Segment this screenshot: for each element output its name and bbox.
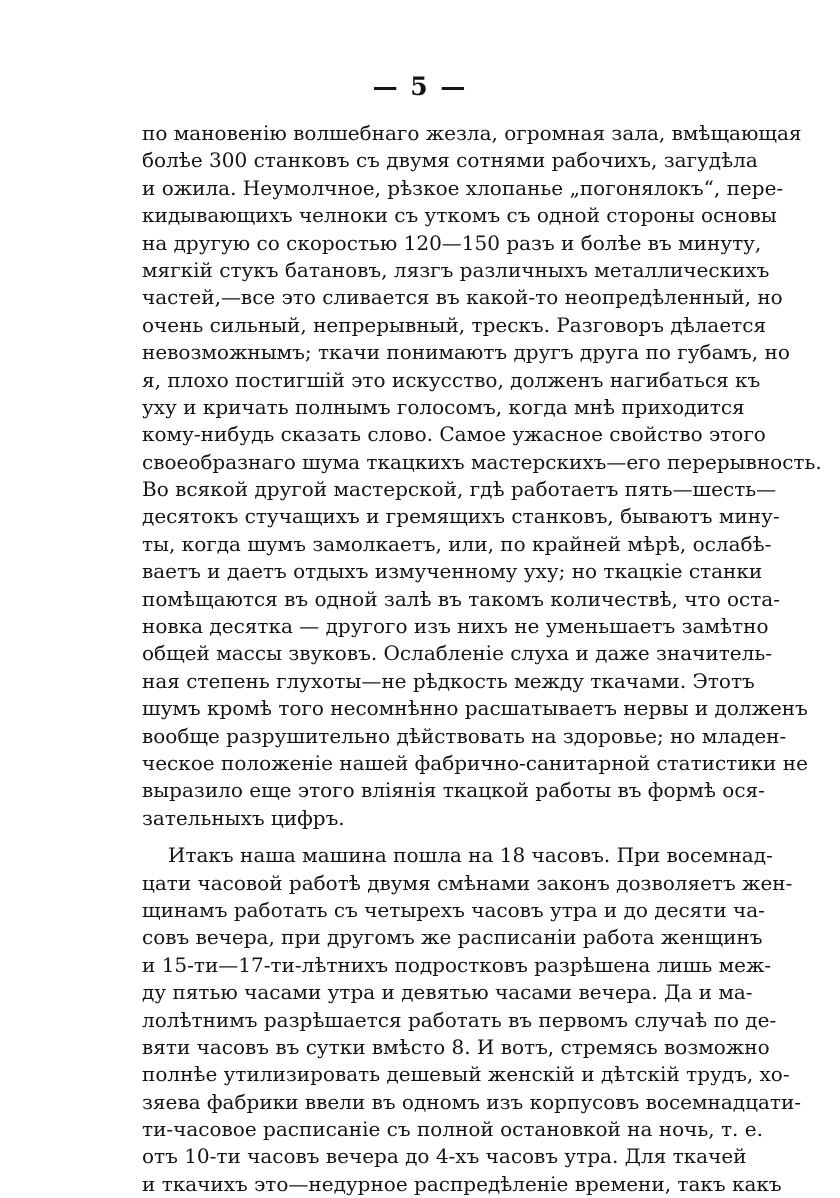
text-line: невозможнымъ; ткачи понимаютъ другъ друга по губамъ, но	[142, 340, 790, 365]
text-line: десятокъ стучащихъ и гремящихъ станковъ, бываютъ мину-	[142, 504, 780, 529]
text-line: совъ вечера, при другомъ же расписаніи работа женщинъ	[142, 925, 763, 950]
paragraph-1	[142, 120, 822, 832]
paragraph-2	[142, 842, 802, 1198]
text-line: ты, когда шумъ замолкаетъ, или, по крайней мѣрѣ, ослабѣ-	[142, 531, 772, 556]
text-line: своеобразнаго шума ткацкихъ мастерскихъ—его перерывность.	[142, 449, 822, 474]
text-line: отъ 10-ти часовъ вечера до 4-хъ часовъ утра. Для ткачей	[142, 1144, 747, 1169]
text-line: на другую со скоростью 120—150 разъ и болѣе въ минуту,	[142, 230, 762, 255]
page-number: — 5 —	[372, 72, 468, 101]
text-line: я, плохо постигшій это искусство, долженъ нагибаться къ	[142, 367, 761, 392]
text-line: и ожила. Неумолчное, рѣзкое хлопанье „погонялокъ“, пере-	[142, 175, 784, 200]
text-line: зательныхъ цифръ.	[142, 805, 345, 830]
text-line: ти-часовое расписаніе съ полной остановкой на ночь, т. е.	[142, 1117, 763, 1142]
text-line: выразило еще этого вліянія ткацкой работы въ формѣ ося-	[142, 778, 765, 803]
text-line: по мановенію волшебнаго жезла, огромная зала, вмѣщающая	[142, 121, 802, 145]
text-line: ду пятью часами утра и девятью часами вечера. Да и ма-	[142, 980, 753, 1005]
text-line: болѣе 300 станковъ съ двумя сотнями рабочихъ, загудѣла	[142, 148, 758, 173]
text-line: частей,—все это сливается въ какой-то неопредѣленный, но	[142, 285, 783, 310]
text-line: полнѣе утилизировать дешевый женскій и дѣтскій трудъ, хо-	[142, 1062, 790, 1087]
text-line: шумъ кромѣ того несомнѣнно расшатываетъ нервы и долженъ	[142, 696, 808, 721]
text-line: Во всякой другой мастерской, гдѣ работаетъ пять—шесть—	[142, 477, 777, 502]
text-line: и 15-ти—17-ти-лѣтнихъ подростковъ разрѣшена лишь меж-	[142, 952, 772, 977]
text-line: общей массы звуковъ. Ослабленіе слуха и даже значитель-	[142, 641, 772, 666]
text-line: новка десятка — другого изъ нихъ не уменьшаетъ замѣтно	[142, 614, 769, 639]
text-line: ческое положеніе нашей фабрично-санитарной статистики не	[142, 750, 808, 775]
text-line: мягкій стукъ батановъ, лязгъ различныхъ металлическихъ	[142, 257, 770, 282]
body-text	[142, 120, 822, 1198]
text-line: щинамъ работать съ четырехъ часовъ утра и до десяти ча-	[142, 897, 765, 922]
text-line: лолѣтнимъ разрѣшается работать въ первомъ случаѣ по де-	[142, 1007, 777, 1032]
text-line: вяти часовъ въ сутки вмѣсто 8. И вотъ, стремясь возможно	[142, 1034, 770, 1059]
text-line: Итакъ наша машина пошла на 18 часовъ. При восемнад-	[168, 843, 773, 868]
text-line: зяева фабрики ввели въ одномъ изъ корпусовъ восемнадцати-	[142, 1089, 802, 1114]
text-line: ваетъ и даетъ отдыхъ измученному уху; но ткацкіе станки	[142, 559, 763, 584]
text-line: уху и кричать полнымъ голосомъ, когда мнѣ приходится	[142, 394, 745, 419]
text-line: кидывающихъ челноки съ уткомъ съ одной стороны основы	[142, 203, 777, 228]
text-line: вообще разрушительно дѣйствовать на здоровье; но младен-	[142, 723, 787, 748]
text-line: помѣщаются въ одной залѣ въ такомъ количествѣ, что оста-	[142, 586, 780, 611]
text-line: кому-нибудь сказать слово. Самое ужасное свойство этого	[142, 422, 766, 447]
text-line: очень сильный, непрерывный, трескъ. Разговоръ дѣлается	[142, 312, 767, 337]
text-line: и ткачихъ это—недурное распредѣленіе времени, такъ какъ	[142, 1171, 782, 1196]
text-line: цати часовой работѣ двумя смѣнами законъ дозволяетъ жен-	[142, 870, 793, 895]
paragraph-gap	[142, 832, 736, 842]
text-line: ная степень глухоты—не рѣдкость между ткачами. Этотъ	[142, 668, 755, 693]
